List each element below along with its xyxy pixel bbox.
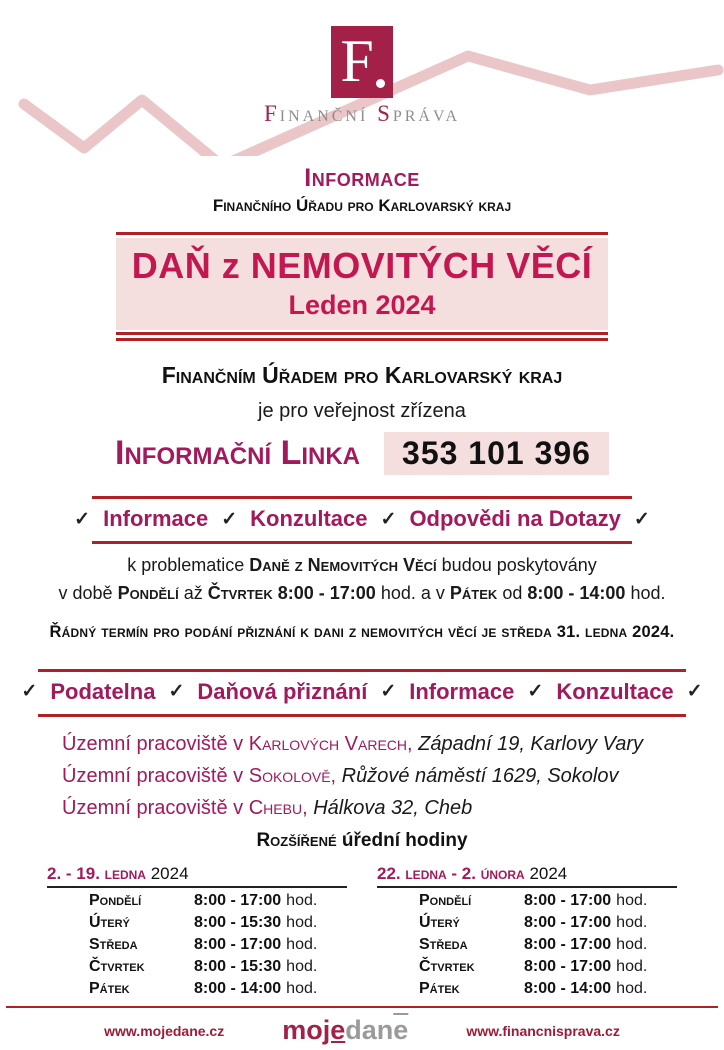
hours-row-item: Úterý 8:00 - 17:00 hod. [419,913,648,931]
office-city: Karlových Varech, [248,732,413,755]
footer-rule [6,1006,718,1009]
checkmark-icon: ✓ [380,508,397,530]
checkmark-icon: ✓ [686,681,703,703]
services-band-2 [21,669,703,717]
service-item: Informace [103,506,209,531]
hours-row-item: Pondělí 8:00 - 17:00 hod. [89,891,318,909]
logo-letter-f: F [340,28,374,94]
hours-row-item: Čtvrtek 8:00 - 15:30 hod. [89,957,318,975]
hours-period-header: 22. ledna - 2. února 2024 [377,864,677,888]
title-top-rule [116,232,608,235]
checkmark-icon: ✓ [633,508,650,530]
hours-row-item: Středa 8:00 - 17:00 hod. [419,935,648,953]
hours-heading: Rozšířené úřední hodiny [256,829,468,851]
hours-table-left [47,864,347,998]
logo-dot [376,79,385,88]
footer-links [0,1017,724,1044]
office-item [62,733,724,756]
financnisprava-link[interactable]: www.financnisprava.cz [466,1022,620,1039]
hours-period-header: 2. - 19. ledna 2024 [47,864,347,888]
availability-text [0,552,724,608]
title-bottom-rule-2 [116,338,608,341]
checkmark-icon: ✓ [221,508,238,530]
service-item: Konzultace [250,506,368,531]
service-item: Konzultace [556,678,674,704]
hours-row-item: Pátek 8:00 - 14:00 hod. [89,979,318,997]
service-item: Odpovědi na Dotazy [409,506,621,531]
tax-title-box [116,232,608,341]
office-city: Sokolově, [248,764,337,787]
footer [0,1006,724,1045]
office-prefix: Územní pracoviště v [62,764,244,787]
financni-sprava-wordmark [0,101,724,127]
hotline-phone-number: 353 101 396 [384,432,609,475]
hotline-row [0,432,724,475]
service-item: Daňová přiznání [197,678,368,704]
tax-title-month: Leden 2024 [288,290,436,320]
filing-deadline: Řádný termín pro podání přiznání k dani z nemovitých věcí je středa 31. ledna 2024. [49,622,675,641]
page-title: Informace [304,164,420,192]
office-city: Chebu, [248,796,308,819]
hours-row-item: Pátek 8:00 - 14:00 hod. [419,979,648,997]
office-address: Hálkova 32, Cheb [313,796,473,819]
service-item: Podatelna [50,678,156,704]
office-address: Západní 19, Karlovy Vary [418,732,644,755]
office-item [62,797,724,820]
service-item: Informace [409,678,515,704]
services-band-1 [74,496,650,544]
financni-sprava-logo-icon [331,26,393,98]
tax-title: DAŇ z NEMOVITÝCH VĚCÍ [131,245,593,286]
checkmark-icon: ✓ [21,681,38,703]
office-prefix: Územní pracoviště v [62,732,244,755]
hotline-label: Informační Linka [115,434,361,472]
checkmark-icon: ✓ [380,681,397,703]
office-address: Růžové náměstí 1629, Sokolov [341,764,619,787]
header-art [0,26,724,154]
checkmark-icon: ✓ [168,681,185,703]
mojedane-link[interactable]: www.mojedane.cz [104,1022,225,1039]
hours-row-item: Úterý 8:00 - 15:30 hod. [89,913,318,931]
availability-line2: v době Pondělí až Čtvrtek 8:00 - 17:00 hod. a v Pátek od 8:00 - 14:00 hod. [58,582,666,603]
checkmark-icon: ✓ [527,681,544,703]
hours-row-item: Pondělí 8:00 - 17:00 hod. [419,891,648,909]
hours-row-item: Středa 8:00 - 17:00 hod. [89,935,318,953]
checkmark-icon: ✓ [74,508,91,530]
office-name-line: Finančním Úřadem pro Karlovarský kraj [161,362,563,388]
title-box-body [116,238,608,330]
hours-tables [0,864,724,998]
hours-row-item: Čtvrtek 8:00 - 17:00 hod. [419,957,648,975]
wordmark-word1: Finanční [263,101,369,126]
hours-table-right [377,864,677,998]
offices-list [62,733,724,820]
page-subtitle: Finančního Úřadu pro Karlovarský kraj [212,196,512,215]
office-item [62,765,724,788]
intro-line: je pro veřejnost zřízena [258,400,466,422]
availability-line1: k problematice Daně z Nemovitých Věcí budou poskytovány [127,555,597,575]
wordmark-word2: Správa [377,101,461,126]
mojedane-logo: $mojedan\overline{e}$ [282,1015,409,1045]
office-prefix: Územní pracoviště v [62,796,244,819]
title-bottom-rule-1 [116,332,608,335]
